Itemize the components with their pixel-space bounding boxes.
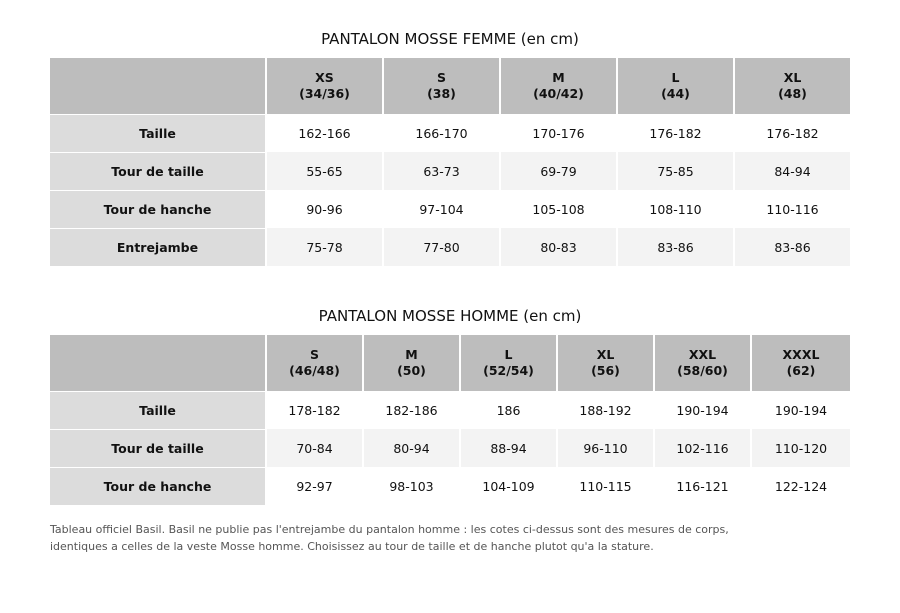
size-code: (34/36) — [299, 85, 350, 101]
homme-size-header — [460, 335, 557, 391]
table-cell: 162-166 — [266, 114, 383, 152]
size-code: (46/48) — [289, 362, 340, 378]
size-code: (40/42) — [533, 85, 584, 101]
table-row — [50, 190, 850, 228]
row-label: Tour de taille — [50, 429, 266, 467]
table-cell: 75-85 — [617, 152, 734, 190]
size-name: S — [309, 346, 319, 362]
row-label: Tour de hanche — [50, 467, 266, 505]
table-row — [50, 391, 850, 429]
femme-header-corner — [50, 58, 266, 114]
homme-size-header — [363, 335, 460, 391]
femme-size-header — [266, 58, 383, 114]
homme-size-header — [654, 335, 751, 391]
table-cell: 116-121 — [654, 467, 751, 505]
table-cell: 190-194 — [751, 391, 850, 429]
table-cell: 75-78 — [266, 228, 383, 266]
size-name: S — [436, 69, 446, 85]
footnote — [50, 521, 770, 555]
row-label: Tour de taille — [50, 152, 266, 190]
size-name: XS — [315, 69, 334, 85]
table-cell: 176-182 — [617, 114, 734, 152]
femme-size-header — [617, 58, 734, 114]
size-name: XL — [783, 69, 802, 85]
table-cell: 108-110 — [617, 190, 734, 228]
size-code: (56) — [591, 362, 620, 378]
table-cell: 84-94 — [734, 152, 850, 190]
table-cell: 110-115 — [557, 467, 654, 505]
table-cell: 166-170 — [383, 114, 500, 152]
table-row — [50, 429, 850, 467]
size-name: L — [671, 69, 680, 85]
table-cell: 80-94 — [363, 429, 460, 467]
size-name: XXXL — [782, 346, 820, 362]
table-cell: 69-79 — [500, 152, 617, 190]
table-cell: 122-124 — [751, 467, 850, 505]
footnote-line-2: identiques a celles de la veste Mosse homme. Choisissez au tour de taille et de hanche plutot qu'a la stature. — [50, 540, 654, 553]
row-label: Taille — [50, 114, 266, 152]
table-cell: 110-120 — [751, 429, 850, 467]
table-cell: 110-116 — [734, 190, 850, 228]
homme-size-header — [266, 335, 363, 391]
footnote-line-1: Tableau officiel Basil. Basil ne publie pas l'entrejambe du pantalon homme : les cotes ci-dessus sont des mesures de corps, — [50, 523, 729, 536]
table-cell: 105-108 — [500, 190, 617, 228]
table-cell: 96-110 — [557, 429, 654, 467]
homme-size-table — [50, 335, 850, 506]
femme-size-header — [500, 58, 617, 114]
size-name: XXL — [688, 346, 717, 362]
table-cell: 77-80 — [383, 228, 500, 266]
table-cell: 55-65 — [266, 152, 383, 190]
table-cell: 182-186 — [363, 391, 460, 429]
table-cell: 190-194 — [654, 391, 751, 429]
row-label: Taille — [50, 391, 266, 429]
table-cell: 104-109 — [460, 467, 557, 505]
size-code: (52/54) — [483, 362, 534, 378]
homme-size-header — [557, 335, 654, 391]
size-name: L — [504, 346, 513, 362]
femme-table-title: PANTALON MOSSE FEMME (en cm) — [321, 30, 579, 48]
size-code: (62) — [786, 362, 816, 378]
table-row — [50, 114, 850, 152]
table-cell: 70-84 — [266, 429, 363, 467]
table-cell: 170-176 — [500, 114, 617, 152]
size-code: (38) — [427, 85, 456, 101]
size-name: M — [405, 346, 418, 362]
homme-table-title: PANTALON MOSSE HOMME (en cm) — [318, 307, 582, 325]
table-row — [50, 467, 850, 505]
homme-size-header — [751, 335, 850, 391]
femme-size-header — [383, 58, 500, 114]
table-cell: 178-182 — [266, 391, 363, 429]
femme-size-header — [734, 58, 850, 114]
size-name: XL — [596, 346, 615, 362]
size-code: (50) — [397, 362, 426, 378]
table-cell: 176-182 — [734, 114, 850, 152]
row-label: Entrejambe — [50, 228, 266, 266]
homme-header-row — [50, 335, 850, 391]
table-cell: 83-86 — [617, 228, 734, 266]
table-cell: 186 — [460, 391, 557, 429]
size-name: M — [552, 69, 565, 85]
size-code: (48) — [778, 85, 807, 101]
table-cell: 63-73 — [383, 152, 500, 190]
row-label: Tour de hanche — [50, 190, 266, 228]
table-cell: 97-104 — [383, 190, 500, 228]
table-cell: 88-94 — [460, 429, 557, 467]
table-cell: 102-116 — [654, 429, 751, 467]
size-code: (44) — [661, 85, 690, 101]
table-cell: 92-97 — [266, 467, 363, 505]
table-cell: 188-192 — [557, 391, 654, 429]
table-row — [50, 228, 850, 266]
table-cell: 98-103 — [363, 467, 460, 505]
femme-size-table — [50, 58, 850, 267]
homme-header-corner — [50, 335, 266, 391]
femme-header-row — [50, 58, 850, 114]
table-cell: 80-83 — [500, 228, 617, 266]
size-code: (58/60) — [677, 362, 728, 378]
table-cell: 90-96 — [266, 190, 383, 228]
table-row — [50, 152, 850, 190]
table-cell: 83-86 — [734, 228, 850, 266]
